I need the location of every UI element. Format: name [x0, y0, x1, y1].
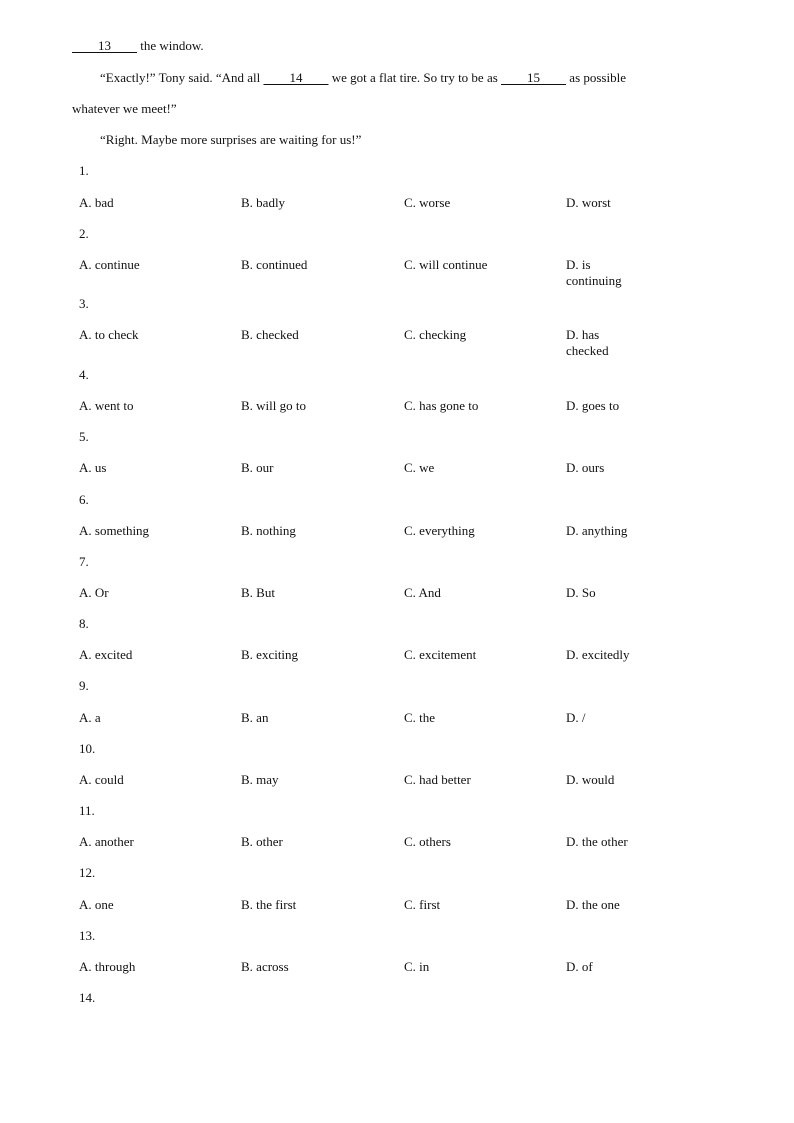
question-number: 13. — [79, 928, 96, 943]
question-number: 7. — [79, 554, 89, 569]
option-a: A. went to — [79, 398, 134, 413]
passage-line-2: “Exactly!” Tony said. “And all 14 we got a flat tire. So try to be as 15 as possible — [100, 70, 626, 85]
blank-15: 15 — [527, 70, 541, 85]
option-d: D. has checked — [566, 327, 609, 358]
option-d: D. would — [566, 772, 615, 787]
option-b: B. our — [241, 460, 274, 475]
option-c: C. And — [404, 585, 441, 600]
question-number: 3. — [79, 296, 89, 311]
question-number: 5. — [79, 429, 89, 444]
option-b: B. the first — [241, 897, 297, 912]
option-b: B. But — [241, 585, 275, 600]
option-a: A. something — [79, 523, 150, 538]
option-d: D. of — [566, 959, 593, 974]
option-c: C. the — [404, 710, 436, 725]
option-a: A. could — [79, 772, 124, 787]
option-a: A. a — [79, 710, 101, 725]
option-b: B. exciting — [241, 647, 299, 662]
option-b: B. will go to — [241, 398, 307, 413]
option-a: A. another — [79, 834, 134, 849]
option-d: D. is continuing — [566, 257, 622, 288]
blank-14: 14 — [289, 70, 303, 85]
question-number: 4. — [79, 367, 89, 382]
option-a: A. continue — [79, 257, 140, 272]
option-c: C. we — [404, 460, 435, 475]
question-number: 11. — [79, 803, 95, 818]
question-number: 12. — [79, 865, 96, 880]
option-d: D. anything — [566, 523, 628, 538]
option-a: A. Or — [79, 585, 109, 600]
passage-line-4: “Right. Maybe more surprises are waiting for us!” — [100, 132, 362, 147]
option-b: B. nothing — [241, 523, 296, 538]
question-number: 1. — [79, 163, 89, 178]
question-number: 9. — [79, 678, 89, 693]
option-d: D. goes to — [566, 398, 620, 413]
question-number: 6. — [79, 492, 89, 507]
option-a: A. one — [79, 897, 114, 912]
option-c: C. will continue — [404, 257, 488, 272]
question-number: 10. — [79, 741, 96, 756]
option-b: B. across — [241, 959, 289, 974]
option-b: B. continued — [241, 257, 308, 272]
passage-line-1: 13 the window. — [72, 38, 204, 54]
option-a: A. us — [79, 460, 107, 475]
question-number: 8. — [79, 616, 89, 631]
option-b: B. badly — [241, 195, 286, 210]
option-b: B. checked — [241, 327, 299, 342]
option-c: C. checking — [404, 327, 467, 342]
option-d: D. worst — [566, 195, 611, 210]
option-a: A. bad — [79, 195, 114, 210]
option-b: B. may — [241, 772, 279, 787]
option-d: D. ours — [566, 460, 605, 475]
option-b: B. an — [241, 710, 269, 725]
question-number: 14. — [79, 990, 96, 1005]
option-c: C. in — [404, 959, 430, 974]
question-number: 2. — [79, 226, 89, 241]
option-d: D. the one — [566, 897, 620, 912]
option-c: C. excitement — [404, 647, 477, 662]
option-c: C. had better — [404, 772, 471, 787]
option-d: D. the other — [566, 834, 628, 849]
option-d: D. / — [566, 710, 586, 725]
option-b: B. other — [241, 834, 283, 849]
option-a: A. through — [79, 959, 136, 974]
option-c: C. everything — [404, 523, 475, 538]
option-c: C. has gone to — [404, 398, 479, 413]
option-c: C. first — [404, 897, 441, 912]
option-c: C. worse — [404, 195, 451, 210]
option-a: A. to check — [79, 327, 139, 342]
passage-line-3: whatever we meet!” — [72, 101, 177, 116]
option-c: C. others — [404, 834, 451, 849]
option-d: D. excitedly — [566, 647, 630, 662]
option-a: A. excited — [79, 647, 133, 662]
blank-13: 13 — [98, 38, 111, 53]
option-d: D. So — [566, 585, 596, 600]
